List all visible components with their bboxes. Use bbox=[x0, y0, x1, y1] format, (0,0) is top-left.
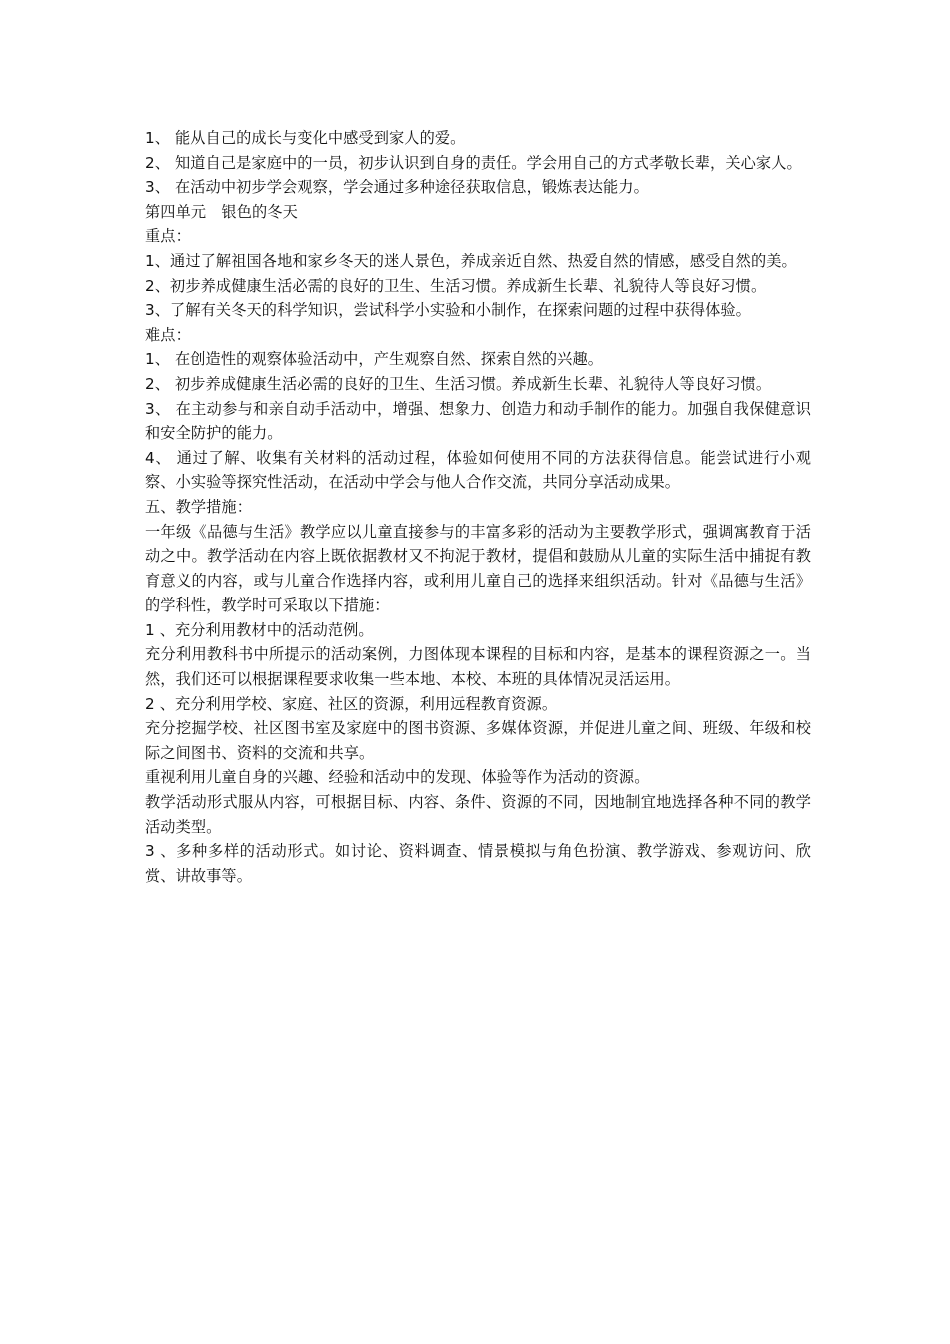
unit-heading: 第四单元 银色的冬天 bbox=[145, 202, 298, 221]
goal-item-3: 3、 在活动中初步学会观察，学会通过多种途径获取信息，锻炼表达能力。 bbox=[145, 178, 649, 197]
goal-item-2: 2、 知道自己是家庭中的一员，初步认识到自身的责任。学会用自己的方式孝敬长辈，关心家人。 bbox=[145, 153, 802, 172]
goal-item-1: 1、 能从自己的成长与变化中感受到家人的爱。 bbox=[145, 129, 466, 147]
difficulties-heading: 难点： bbox=[145, 325, 191, 344]
measure-3: 3 、多种多样的活动形式。如讨论、资料调查、情景模拟与角色扮演、教学游戏、参观访问、欣赏、讲故事等。 bbox=[145, 842, 811, 885]
measure-2-title: 2 、充分利用学校、家庭、社区的资源，利用远程教育资源。 bbox=[145, 694, 558, 713]
measure-2-body-2: 重视利用儿童自身的兴趣、经验和活动中的发现、体验等作为活动的资源。 bbox=[145, 768, 650, 787]
section-heading-teaching-measures: 五、教学措施： bbox=[145, 497, 253, 516]
key-points-heading: 重点： bbox=[145, 227, 191, 246]
measure-2-body-3: 教学活动形式服从内容，可根据目标、内容、条件、资源的不同，因地制宜地选择各种不同的教学活动类型。 bbox=[145, 793, 811, 836]
key-point-3: 3、了解有关冬天的科学知识，尝试科学小实验和小制作，在探索问题的过程中获得体验。 bbox=[145, 301, 751, 320]
measure-1-body: 充分利用教科书中所提示的活动案例，力图体现本课程的目标和内容，是基本的课程资源之一。当然，我们还可以根据课程要求收集一些本地、本校、本班的具体情况灵活运用。 bbox=[145, 645, 811, 689]
measure-1-title: 1 、充分利用教材中的活动范例。 bbox=[145, 620, 374, 639]
key-point-2: 2、初步养成健康生活必需的良好的卫生、生活习惯。养成新生长辈、礼貌待人等良好习惯。 bbox=[145, 276, 767, 295]
key-point-1: 1、通过了解祖国各地和家乡冬天的迷人景色，养成亲近自然、热爱自然的情感，感受自然的美。 bbox=[145, 251, 797, 270]
difficulty-3: 3、 在主动参与和亲自动手活动中，增强、想象力、创造力和动手制作的能力。加强自我保健意识和安全防护的能力。 bbox=[145, 399, 811, 443]
measure-2-body-1: 充分挖掘学校、社区图书室及家庭中的图书资源、多媒体资源，并促进儿童之间、班级、年级和校际之间图书、资料的交流和共享。 bbox=[145, 719, 811, 762]
measures-intro: 一年级《品德与生活》教学应以儿童直接参与的丰富多彩的活动为主要教学形式，强调寓教育于活动之中。教学活动在内容上既依据教材又不拘泥于教材，提倡和鼓励从儿童的实际生活中捕捉有教育意义的内容，或与儿童合作选择内容，或利用儿童自己的选择来组织活动。针对《品德与生活》的学科性，教学时可采取以下措施： bbox=[145, 522, 811, 615]
difficulty-1: 1、 在创造性的观察体验活动中，产生观察自然、探索自然的兴趣。 bbox=[145, 350, 604, 369]
difficulty-4: 4、 通过了解、收集有关材料的活动过程，体验如何使用不同的方法获得信息。能尝试进行小观察、小实验等探究性活动，在活动中学会与他人合作交流，共同分享活动成果。 bbox=[145, 448, 811, 492]
difficulty-2: 2、 初步养成健康生活必需的良好的卫生、生活习惯。养成新生长辈、礼貌待人等良好习惯。 bbox=[145, 374, 772, 393]
document-body bbox=[145, 126, 811, 888]
